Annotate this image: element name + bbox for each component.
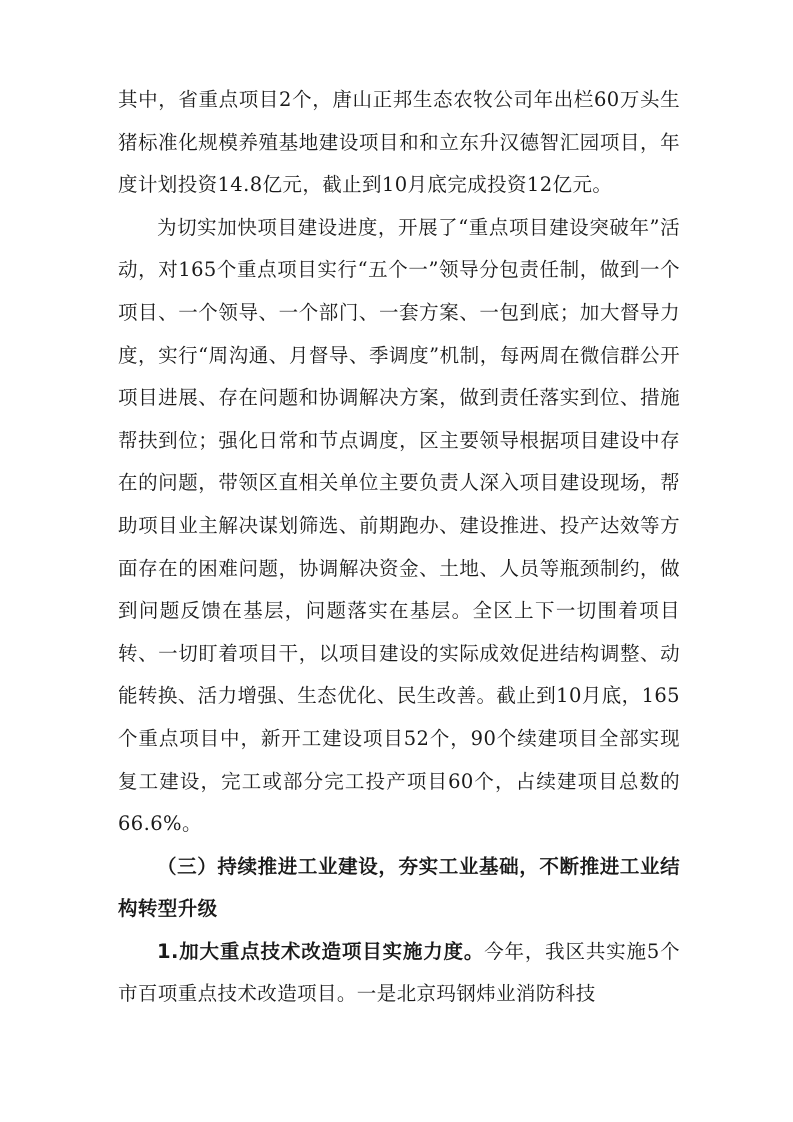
paragraph-tech-upgrade <box>118 931 680 1016</box>
paragraph-key-projects: 其中，省重点项目2个，唐山正邦生态农牧公司年出栏60万头生猪标准化规模养殖基地建设项目和和立东升汉德智汇园项目，年度计划投资14.8亿元，截止到10月底完成投资12亿元。 <box>118 88 680 197</box>
item-body-text: 今年，我区共实施5个市百项重点技术改造项目。一是北京玛钢炜业消防科技 <box>118 939 680 1006</box>
paragraph-project-progress: 为切实加快项目建设进度，开展了“重点项目建设突破年”活动，对165个重点项目实行“五个一”领导分包责任制，做到一个项目、一个领导、一个部门、一套方案、一包到底；加大督导力度，实行“周沟通、月督导、季调度”机制，每两周在微信群公开项目进展、存在问题和协调解决方案，做到责任落实到位、措施帮扶到位；强化日常和节点调度，区主要领导根据项目建设中存在的问题，带领区直相关单位主要负责人深入项目建设现场，帮助项目业主解决谋划筛选、前期跑办、建设推进、投产达效等方面存在的困难问题，协调解决资金、土地、人员等瓶颈制约，做到问题反馈在基层，问题落实在基层。全区上下一切围着项目转、一切盯着项目干，以项目建设的实际成效促进结构调整、动能转换、活力增强、生态优化、民生改善。截止到10月底，165个重点项目中，新开工建设项目52个，90个续建项目全部实现复工建设，完工或部分完工投产项目60个，占续建项目总数的66.6%。 <box>118 215 680 836</box>
item-lead-text: 1.加大重点技术改造项目实施力度。 <box>157 939 485 963</box>
document-body <box>118 79 680 1016</box>
section-heading: （三）持续推进工业建设，夯实工业基础，不断推进工业结构转型升级 <box>118 854 680 921</box>
